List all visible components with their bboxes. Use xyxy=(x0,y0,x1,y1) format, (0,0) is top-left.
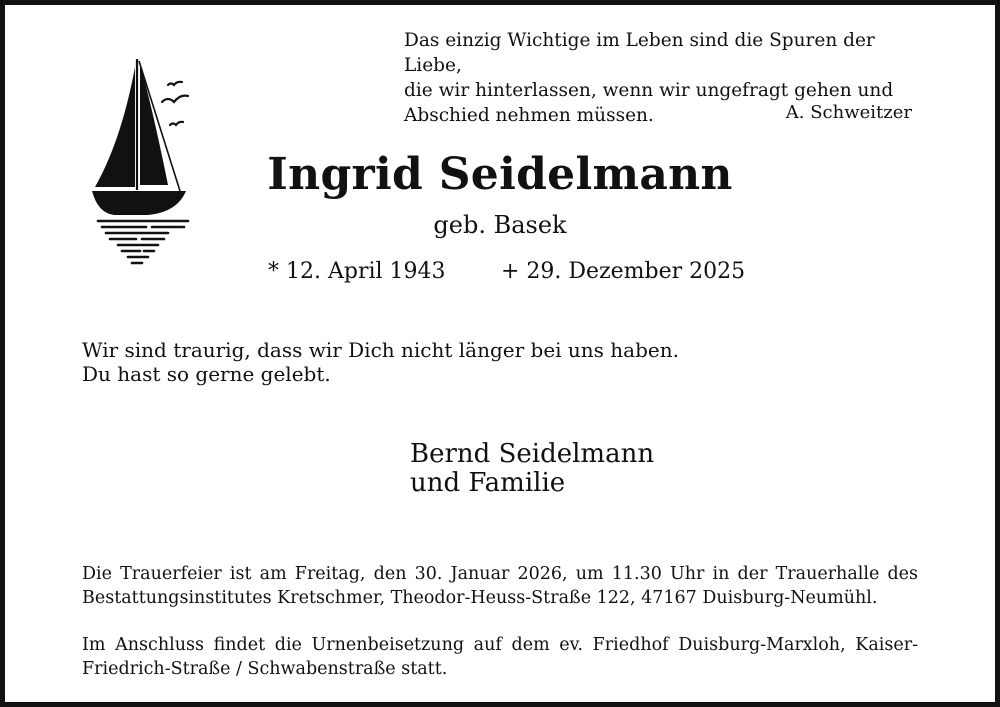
death-date: + 29. Dezember 2025 xyxy=(501,259,746,284)
maiden-name: geb. Basek xyxy=(433,211,567,239)
info-line: Friedrich-Straße / Schwabenstraße statt. xyxy=(82,658,448,679)
quote-line: Das einzig Wichtige im Leben sind die Spuren der Liebe, xyxy=(404,30,875,76)
mourner-line: und Familie xyxy=(410,468,566,498)
funeral-service-info xyxy=(82,563,918,610)
mourners-signature xyxy=(410,440,810,498)
info-line: Die Trauerfeier ist am Freitag, den 30. Januar 2026, um 11.30 Uhr in der Trauerhalle des xyxy=(82,564,918,584)
message-line: Wir sind traurig, dass wir Dich nicht länger bei uns haben. xyxy=(82,338,679,362)
deceased-name: Ingrid Seidelmann xyxy=(267,149,733,200)
condolence-message xyxy=(82,338,782,386)
burial-info xyxy=(82,634,918,681)
quote-line: die wir hinterlassen, wenn wir ungefragt gehen und xyxy=(404,80,894,101)
quote-line: Abschied nehmen müssen. xyxy=(404,105,654,126)
message-line: Du hast so gerne gelebt. xyxy=(82,362,331,386)
birth-date: * 12. April 1943 xyxy=(268,259,446,284)
sailboat-icon xyxy=(88,55,196,270)
info-line: Bestattungsinstitutes Kretschmer, Theodor-Heuss-Straße 122, 47167 Duisburg-Neumühl. xyxy=(82,587,878,608)
mourner-line: Bernd Seidelmann xyxy=(410,439,655,469)
quote-author: A. Schweitzer xyxy=(785,102,912,123)
info-line: Im Anschluss findet die Urnenbeisetzung auf dem ev. Friedhof Duisburg-Marxloh, Kaiser- xyxy=(82,635,918,655)
